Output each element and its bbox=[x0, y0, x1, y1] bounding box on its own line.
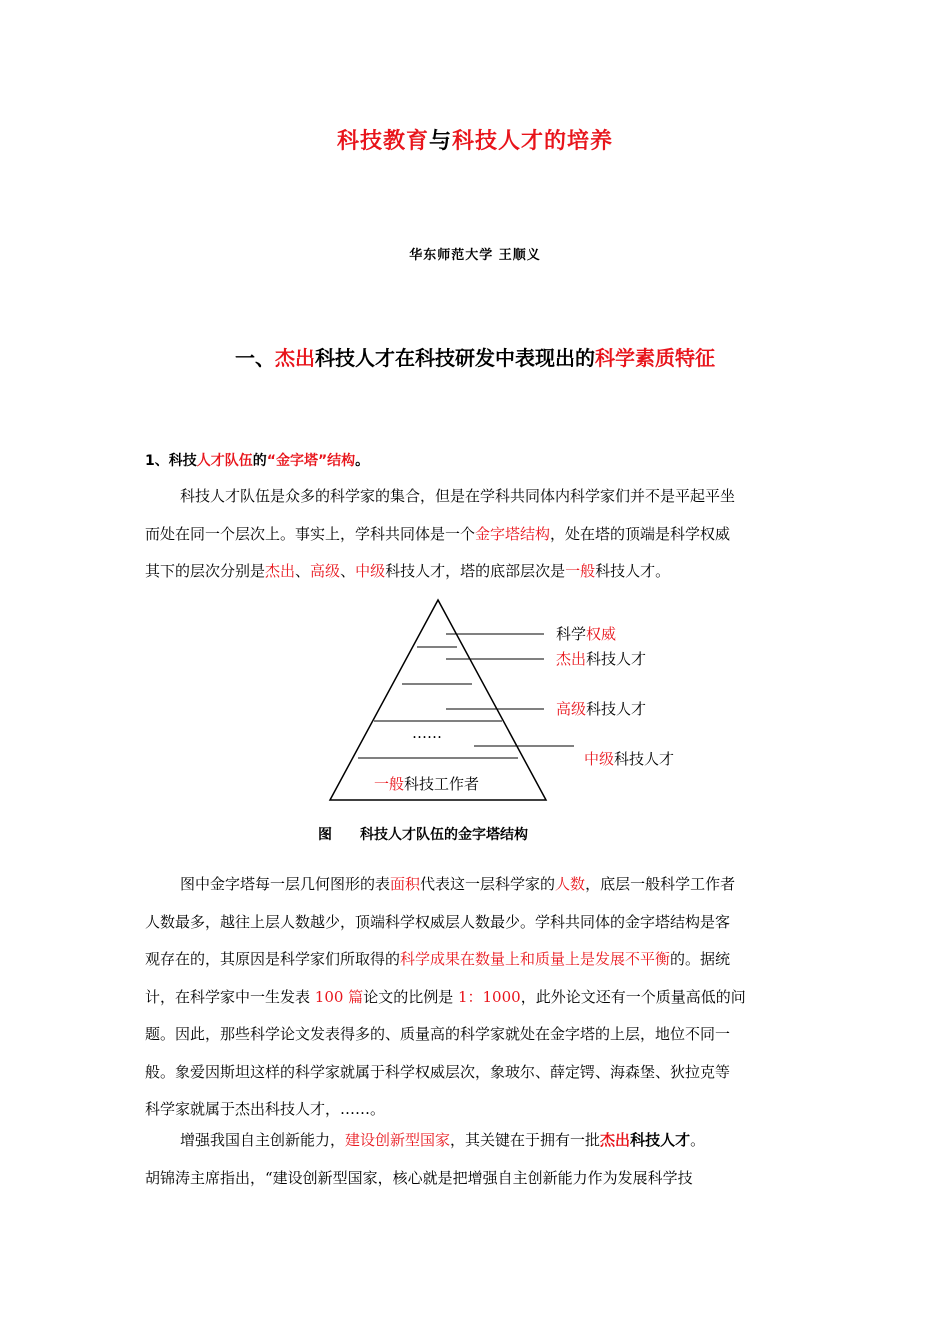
label-general bbox=[374, 775, 479, 793]
paragraph-3-line-2: 胡锦涛主席指出，“建设创新型国家，核心就是把增强自主创新能力作为发展科学技 bbox=[145, 1168, 693, 1187]
sub-heading-suffix: 。 bbox=[355, 453, 370, 469]
figure-caption-text: 科技人才队伍的金字塔结构 bbox=[360, 827, 528, 843]
text-run: 论文的比例是 bbox=[363, 987, 458, 1006]
label-senior bbox=[556, 700, 646, 718]
label-text: 科技人才 bbox=[614, 750, 675, 768]
sub-heading-prefix: 1、科技 bbox=[145, 453, 197, 469]
text-run: 、 bbox=[340, 562, 356, 580]
highlight-run: 金字塔结构 bbox=[475, 524, 551, 543]
label-highlight: 杰出 bbox=[556, 650, 587, 668]
label-text: 科技工作者 bbox=[404, 775, 480, 793]
highlight-run: 杰出 bbox=[600, 1131, 631, 1149]
diagram-ellipsis: …… bbox=[412, 724, 442, 742]
figure-caption bbox=[318, 824, 528, 844]
highlight-run: 中级 bbox=[355, 562, 386, 580]
title-part-1: 科技教育 bbox=[336, 129, 429, 154]
text-run: 科技人才。 bbox=[595, 562, 671, 580]
highlight-run: 人数 bbox=[555, 875, 586, 893]
label-authority bbox=[556, 625, 616, 643]
label-middle bbox=[584, 750, 674, 768]
paragraph-2-line-1 bbox=[145, 866, 807, 904]
highlight-run: 杰出 bbox=[265, 562, 296, 580]
text-run: 图中金字塔每一层几何图形的表 bbox=[180, 875, 391, 893]
text-run: ，其关键在于拥有一批 bbox=[450, 1131, 601, 1149]
label-text: 科学 bbox=[556, 625, 587, 643]
label-highlight: 中级 bbox=[584, 750, 615, 768]
paragraph-3-line-1 bbox=[145, 1122, 807, 1160]
text-run: 观存在的，其原因是科学家们所取得的 bbox=[145, 950, 401, 968]
sub-heading bbox=[145, 450, 369, 470]
highlight-run: 科学成果在数量上和质量上是发展不平衡 bbox=[400, 950, 671, 968]
paragraph-2-line-3 bbox=[145, 941, 807, 979]
label-highlight: 一般 bbox=[374, 775, 405, 793]
text-run: 、 bbox=[295, 562, 311, 580]
section-heading-mid: 科技人才在科技研发中表现出的 bbox=[315, 346, 595, 370]
highlight-run: 建设创新型国家 bbox=[345, 1131, 451, 1149]
paragraph-2-line-2: 人数最多，越往上层人数越少，顶端科学权威层人数最少。学科共同体的金字塔结构是客 bbox=[145, 912, 731, 931]
label-highlight: 权威 bbox=[586, 625, 617, 643]
paragraph-2-line-7: 科学家就属于杰出科技人才，……。 bbox=[145, 1100, 386, 1118]
text-run: 计，在科学家中一生发表 bbox=[145, 987, 315, 1006]
highlight-run: 1：1000 bbox=[457, 987, 521, 1006]
label-text: 科技人才 bbox=[586, 700, 647, 718]
bold-run: 科技人才 bbox=[630, 1131, 691, 1149]
section-heading-prefix: 一、 bbox=[235, 346, 275, 370]
section-heading-red-1: 杰出 bbox=[275, 346, 315, 370]
label-outstanding bbox=[556, 650, 646, 668]
label-text: 科技人才 bbox=[586, 650, 647, 668]
paragraph-2-line-4 bbox=[145, 979, 807, 1017]
highlight-run: 高级 bbox=[310, 562, 341, 580]
section-heading bbox=[0, 342, 950, 371]
sub-heading-red: 人才队伍 bbox=[196, 453, 253, 469]
label-highlight: 高级 bbox=[556, 700, 587, 718]
paragraph-2 bbox=[145, 866, 807, 1129]
highlight-run: 100 篇 bbox=[314, 987, 364, 1006]
paragraph-2-line-6: 般。象爱因斯坦这样的科学家就属于科学权威层次，象玻尔、薛定锷、海森堡、狄拉克等 bbox=[145, 1062, 731, 1081]
highlight-run: 面积 bbox=[390, 875, 421, 893]
text-run: 代表这一层科学家的 bbox=[420, 875, 556, 893]
text-run: 增强我国自主创新能力， bbox=[180, 1131, 346, 1149]
title-part-3: 科技人才的培养 bbox=[452, 129, 614, 154]
pyramid-diagram bbox=[320, 595, 700, 810]
sub-heading-mid: 的 bbox=[252, 453, 267, 469]
author-line: 华东师范大学 王顺义 bbox=[409, 248, 541, 263]
paragraph-1-line-3 bbox=[145, 553, 807, 591]
text-run: 科技人才，塔的底部层次是 bbox=[385, 562, 566, 580]
figure-label: 图 bbox=[318, 827, 332, 843]
text-run: 其下的层次分别是 bbox=[145, 562, 266, 580]
paragraph-1-line-1: 科技人才队伍是众多的科学家的集合，但是在学科共同体内科学家们并不是平起平坐 bbox=[180, 487, 736, 505]
paragraph-2-line-5: 题。因此，那些科学论文发表得多的、质量高的科学家就处在金字塔的上层，地位不同一 bbox=[145, 1025, 731, 1043]
text-run: ，此外论文还有一个质量高低的问 bbox=[520, 987, 746, 1006]
paragraph-1 bbox=[145, 478, 807, 591]
paragraph-1-line-2 bbox=[145, 516, 807, 554]
text-run: ，底层一般科学工作者 bbox=[585, 875, 736, 893]
document-title bbox=[0, 124, 950, 155]
section-heading-red-2: 科学素质特征 bbox=[595, 346, 715, 370]
paragraph-3 bbox=[145, 1122, 807, 1197]
title-part-2: 与 bbox=[428, 129, 452, 154]
text-run: ，处在塔的顶端是科学权威 bbox=[550, 524, 731, 543]
text-run: 而处在同一个层次上。事实上，学科共同体是一个 bbox=[145, 524, 476, 543]
text-run: 的。据统 bbox=[670, 950, 731, 968]
sub-heading-red-2: “金字塔”结构 bbox=[266, 453, 356, 469]
highlight-run: 一般 bbox=[565, 562, 596, 580]
pyramid-outline bbox=[330, 600, 546, 800]
text-run: 。 bbox=[690, 1131, 706, 1149]
